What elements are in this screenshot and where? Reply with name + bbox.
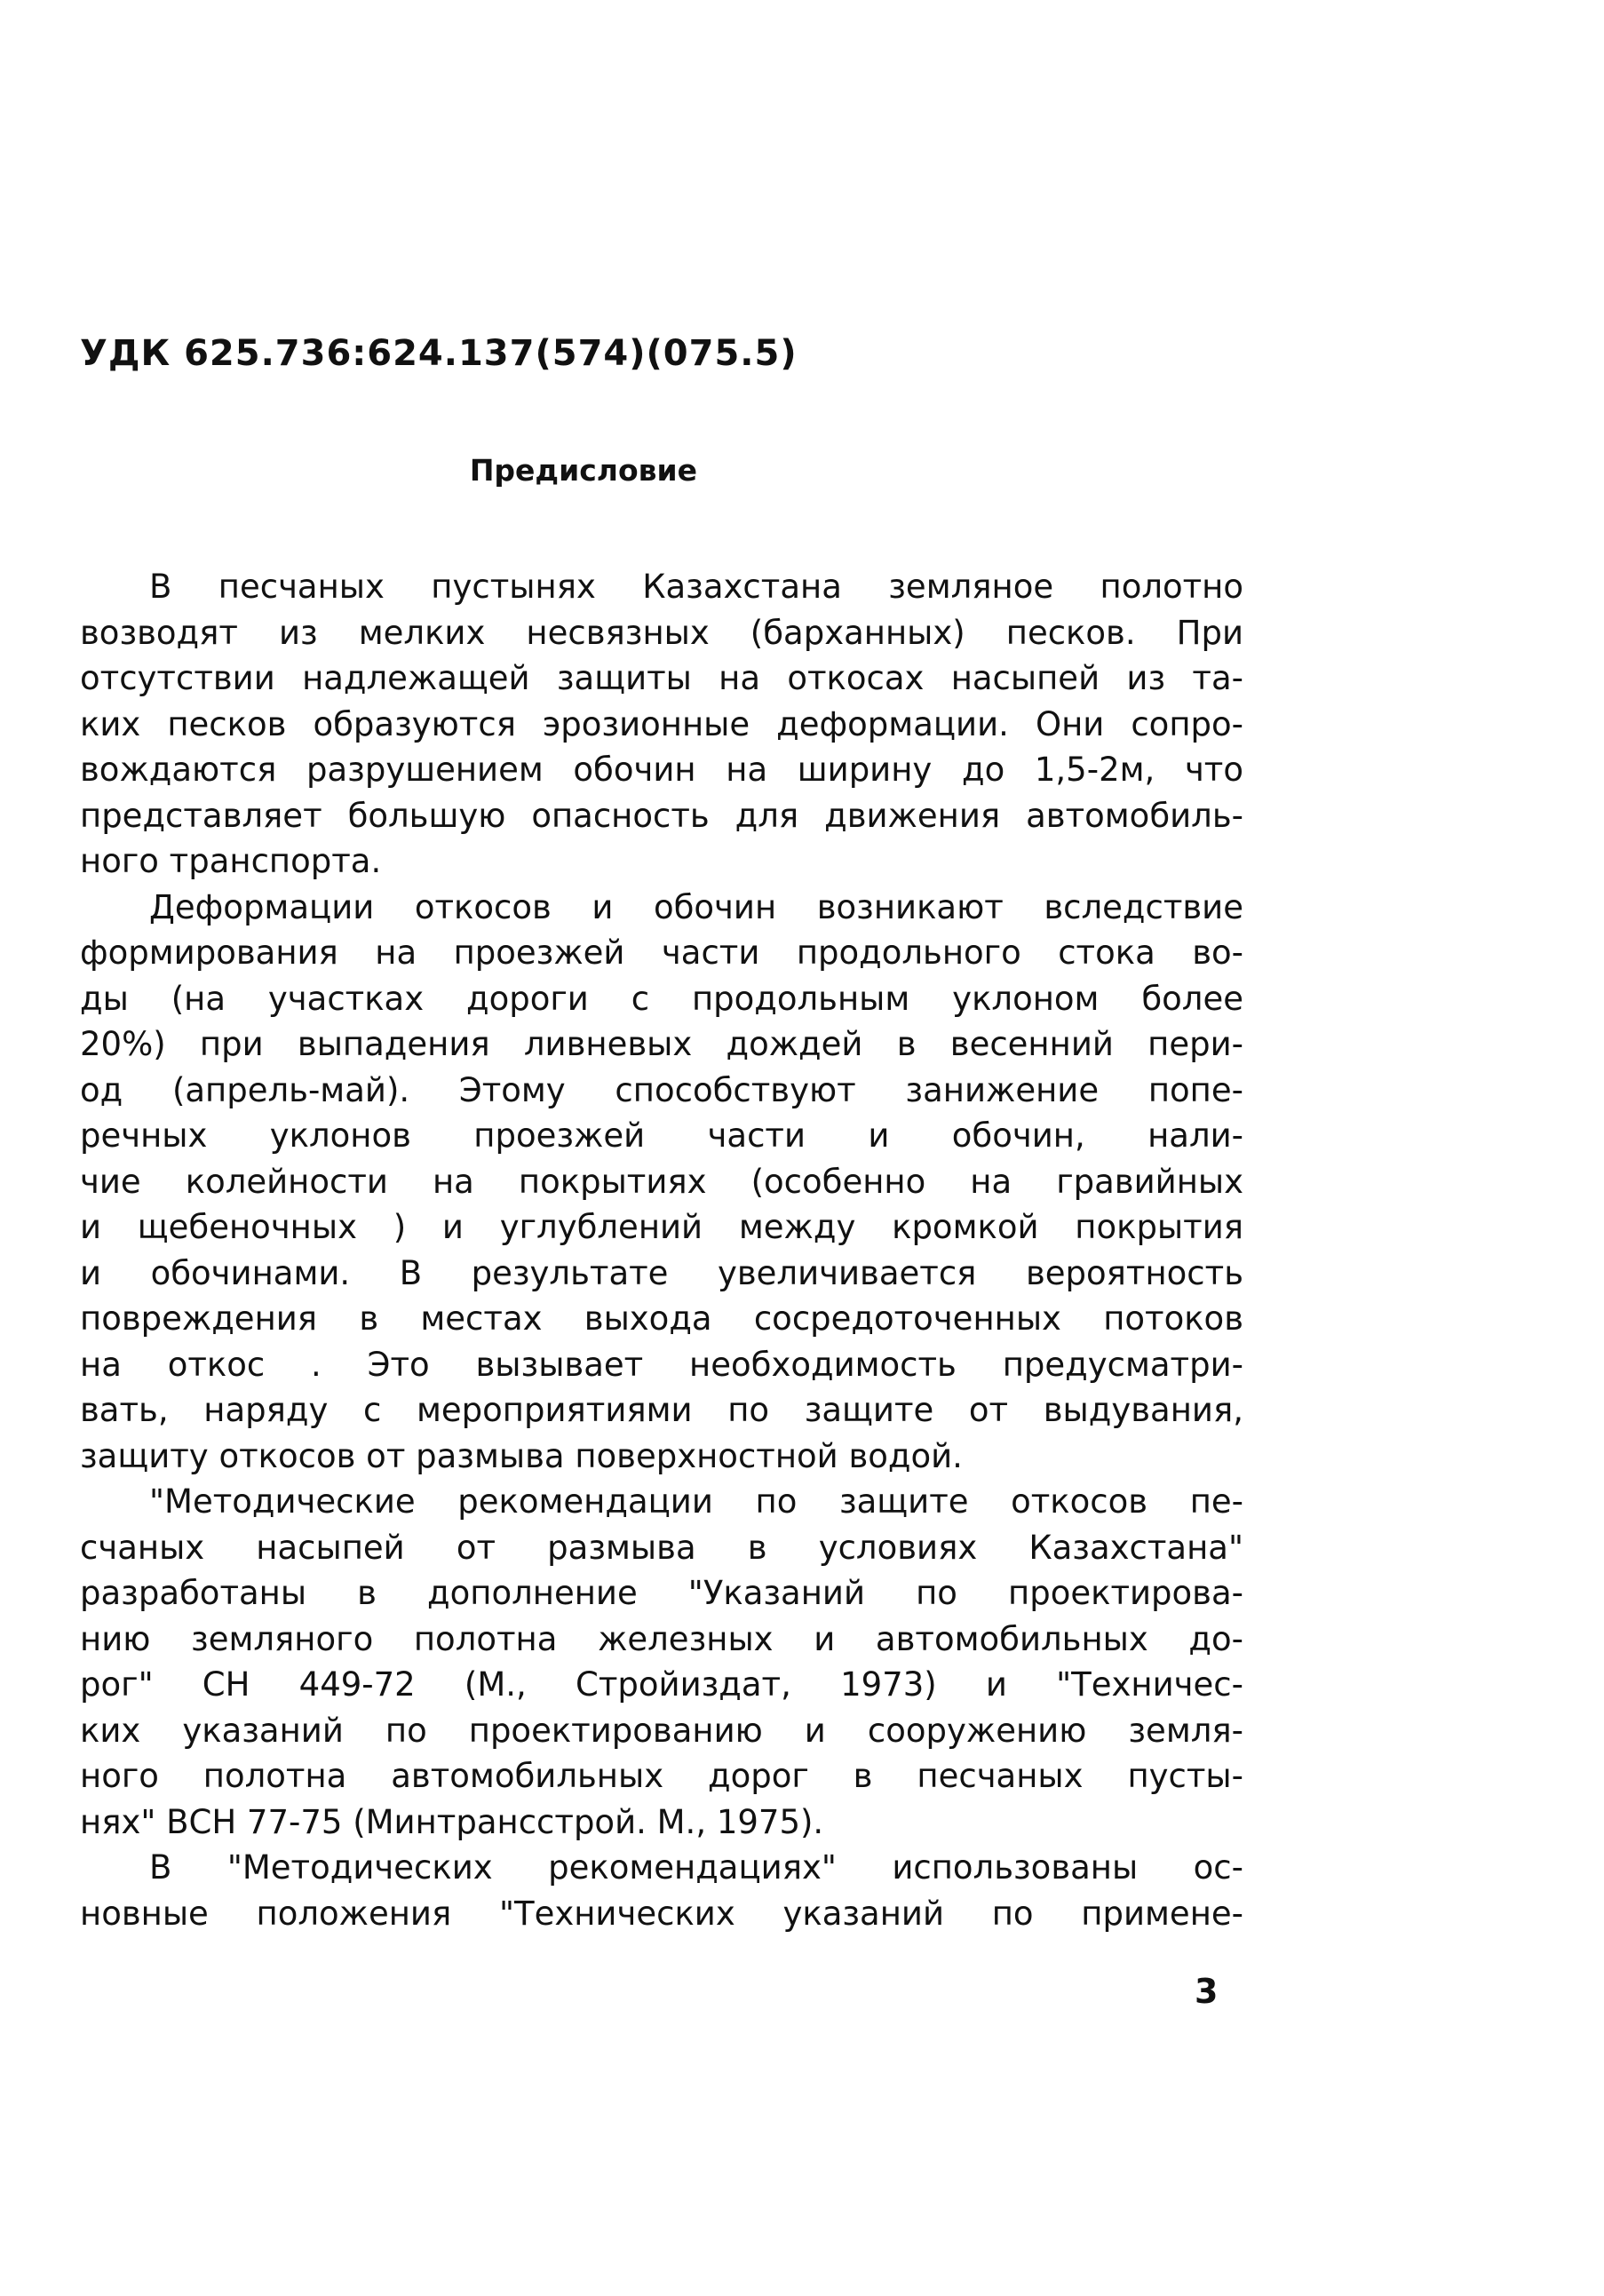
text-line: и щебеночных ) и углублений между кромкой покрытия (80, 1208, 1243, 1246)
section-heading: Предисловие (469, 453, 697, 488)
text-line: и обочинами. В результате увеличивается вероятность (80, 1253, 1243, 1292)
text-line: ды (на участках дороги с продольным уклоном более (80, 979, 1243, 1018)
paragraph-3 (80, 1479, 1243, 1845)
text-line: нях" ВСН 77-75 (Минтрансстрой. М., 1975). (80, 1802, 824, 1841)
text-line: отсутствии надлежащей защиты на откосах насыпей из та- (80, 659, 1243, 697)
text-line: защиту откосов от размыва поверхностной водой. (80, 1436, 963, 1475)
text-line: ного транспорта. (80, 842, 382, 880)
paragraph-1 (80, 564, 1243, 885)
text-line: повреждения в местах выхода сосредоточенных потоков (80, 1299, 1243, 1338)
paragraph-2 (80, 885, 1243, 1480)
text-line: возводят из мелких несвязных (барханных) песков. При (80, 613, 1243, 652)
text-line: вать, наряду с мероприятиями по защите от выдувания, (80, 1391, 1243, 1429)
page-number: 3 (1195, 1972, 1219, 2011)
text-line: представляет большую опасность для движения автомобиль- (80, 796, 1243, 835)
text-line: ких указаний по проектированию и сооружению земля- (80, 1711, 1243, 1750)
text-line: 20%) при выпадения ливневых дождей в весенний пери- (80, 1025, 1243, 1063)
text-line: вождаются разрушением обочин на ширину до 1,5-2м, что (80, 751, 1243, 789)
udk-classification: УДК 625.736:624.137(574)(075.5) (80, 333, 798, 374)
text-line: "Методические рекомендации по защите откосов пе- (149, 1482, 1243, 1521)
text-line: разработаны в дополнение "Указаний по проектирова- (80, 1574, 1243, 1612)
text-line: нию земляного полотна железных и автомобильных до- (80, 1619, 1243, 1658)
text-line: Деформации откосов и обочин возникают вследствие (149, 887, 1243, 926)
text-line: рог" СН 449-72 (М., Стройиздат, 1973) и "Техничес- (80, 1665, 1243, 1704)
text-line: ких песков образуются эрозионные деформации. Они сопро- (80, 704, 1243, 743)
text-line: В "Методических рекомендациях" использованы ос- (149, 1848, 1243, 1887)
text-line: В песчаных пустынях Казахстана земляное полотно (149, 568, 1243, 606)
text-line: чие колейности на покрытиях (особенно на гравийных (80, 1162, 1243, 1201)
text-line: од (апрель-май). Этому способствуют занижение попе- (80, 1070, 1243, 1109)
body-text (80, 564, 1243, 1936)
text-line: на откос . Это вызывает необходимость предусматри- (80, 1345, 1243, 1384)
text-line: ного полотна автомобильных дорог в песчаных пусты- (80, 1757, 1243, 1795)
text-line: речных уклонов проезжей части и обочин, нали- (80, 1116, 1243, 1155)
text-line: новные положения "Технических указаний по примене- (80, 1894, 1243, 1933)
paragraph-4 (80, 1845, 1243, 1936)
text-line: формирования на проезжей части продольного стока во- (80, 933, 1243, 972)
text-line: счаных насыпей от размыва в условиях Казахстана" (80, 1528, 1243, 1567)
